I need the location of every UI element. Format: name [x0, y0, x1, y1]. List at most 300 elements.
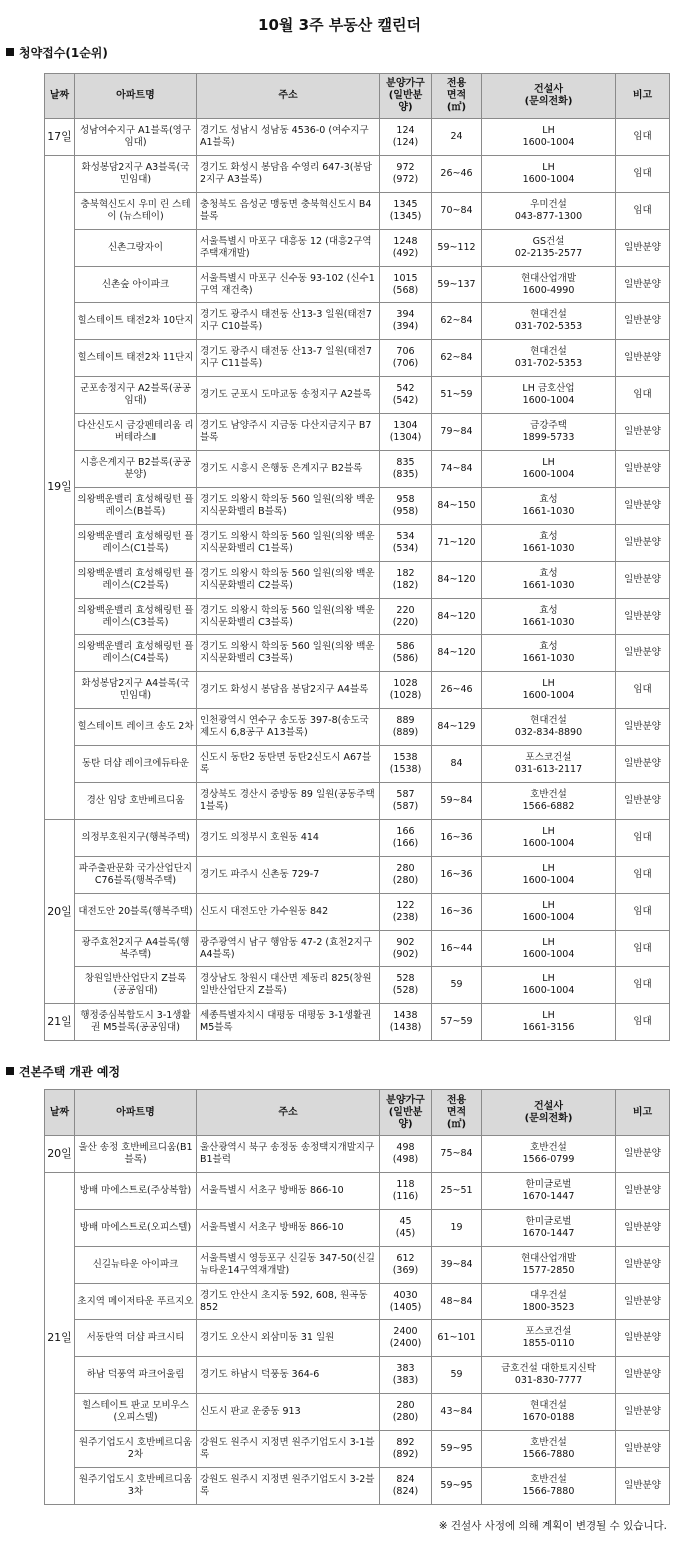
total-units: 1345 — [393, 198, 418, 210]
header-address-line: 주소 — [278, 1106, 298, 1118]
header-note — [616, 74, 670, 119]
note: 일반분양 — [624, 1369, 661, 1381]
area: 26~46 — [440, 684, 473, 696]
units-cell — [380, 524, 432, 561]
address-cell — [197, 1468, 380, 1505]
note: 임대 — [633, 831, 652, 843]
general-units: (586) — [392, 653, 419, 665]
address: 울산광역시 북구 송정동 송정택지개발지구 B1블럭 — [200, 1141, 375, 1165]
address-cell — [197, 1246, 380, 1283]
apt-name: 원주기업도시 호반베르디움3차 — [78, 1473, 193, 1497]
note: 일반분양 — [624, 573, 661, 585]
address-cell — [197, 893, 380, 930]
address-cell — [197, 856, 380, 893]
general-units: (1028) — [389, 690, 422, 702]
table-row — [45, 155, 670, 192]
address-cell — [197, 1172, 380, 1209]
apt-name: 방배 마에스트로(주상복합) — [79, 1184, 192, 1196]
builder-cell — [482, 709, 616, 746]
builder: LH — [542, 1010, 555, 1022]
area-cell — [432, 709, 482, 746]
area-cell — [432, 561, 482, 598]
builder-cell — [482, 1209, 616, 1246]
builder-cell — [482, 1004, 616, 1041]
note: 임대 — [633, 167, 652, 179]
apt-name: 광주효천2지구 A4블록(행복주택) — [81, 936, 190, 960]
note: 임대 — [633, 979, 652, 991]
table-row — [45, 746, 670, 783]
table-row — [45, 377, 670, 414]
address: 인천광역시 연수구 송도동 397-8(송도국제도시 6,8공구 A13블록) — [200, 715, 369, 739]
note-cell — [616, 561, 670, 598]
builder-phone: 1600-1004 — [522, 468, 575, 480]
area-cell — [432, 1246, 482, 1283]
header-address-line: 주소 — [278, 90, 298, 101]
header-units-line: (일반분양) — [388, 1106, 423, 1130]
builder-cell — [482, 672, 616, 709]
header-area — [432, 74, 482, 119]
header-note-line: 비고 — [632, 90, 653, 101]
header-note — [616, 1090, 670, 1136]
builder-cell — [482, 414, 616, 451]
note: 일반분양 — [624, 610, 661, 622]
builder: 현대건설 — [530, 715, 567, 727]
builder-cell — [482, 635, 616, 672]
header-area — [432, 1090, 482, 1136]
area: 59 — [450, 979, 463, 991]
address: 경기도 군포시 도마교동 송정지구 A2블록 — [200, 389, 372, 401]
header-address — [197, 1090, 380, 1136]
area-cell — [432, 524, 482, 561]
area-cell — [432, 1468, 482, 1505]
units-cell — [380, 1431, 432, 1468]
units-cell — [380, 303, 432, 340]
note: 임대 — [633, 942, 652, 954]
area-cell — [432, 893, 482, 930]
header-area-line: (㎡) — [446, 1118, 467, 1130]
general-units: (394) — [392, 321, 419, 333]
builder: LH — [542, 161, 555, 173]
address: 경상북도 경산시 중방동 89 일원(공동주택 1블록) — [200, 788, 375, 812]
address-cell — [197, 967, 380, 1004]
header-units-line: 분양가구 — [386, 1094, 425, 1106]
address-cell — [197, 155, 380, 192]
address: 경기도 하남시 덕풍동 364-6 — [200, 1369, 320, 1381]
units-cell — [380, 266, 432, 303]
total-units: 4030 — [393, 1289, 418, 1301]
apt-name-cell — [75, 303, 197, 340]
area: 84~120 — [437, 573, 476, 585]
builder-cell — [482, 155, 616, 192]
area: 59~95 — [440, 1443, 473, 1455]
builder-cell — [482, 930, 616, 967]
builder: 한미글로벌 — [525, 1215, 572, 1227]
builder-phone: 1800-3523 — [522, 1301, 575, 1313]
address: 경기도 오산시 외삼미동 31 일원 — [200, 1332, 335, 1344]
area: 59~95 — [440, 1479, 473, 1491]
builder-phone: 1661-3156 — [522, 1022, 575, 1034]
apt-name-cell — [75, 1357, 197, 1394]
builder: 현대건설 — [530, 346, 567, 358]
builder-phone: 1670-1447 — [522, 1227, 575, 1239]
builder-phone: 1661-1030 — [522, 505, 575, 517]
address: 경기도 의왕시 학의동 560 일원(의왕 백운지식문화밸리 C3블록) — [200, 604, 375, 628]
header-apt-name-line: 아파트명 — [116, 90, 155, 101]
builder-phone: 1600-1004 — [522, 985, 575, 997]
area: 19 — [450, 1221, 463, 1233]
header-builder-line: 건설사 — [534, 1100, 563, 1112]
section-heading-label: 견본주택 개관 예정 — [19, 1065, 121, 1079]
section-heading-label: 청약접수(1순위) — [19, 46, 108, 60]
note-cell — [616, 930, 670, 967]
header-apt-name — [75, 1090, 197, 1136]
builder: 한미글로벌 — [525, 1178, 572, 1190]
apt-name-cell — [75, 598, 197, 635]
header-row — [45, 1090, 670, 1136]
table-row — [45, 598, 670, 635]
header-row — [45, 74, 670, 119]
area-cell — [432, 155, 482, 192]
address: 서울특별시 마포구 신수동 93-102 (신수1구역 재건축) — [200, 272, 375, 296]
header-builder-line: 건설사 — [534, 84, 563, 95]
apt-name-cell — [75, 487, 197, 524]
area: 16~36 — [440, 905, 473, 917]
total-units: 587 — [396, 788, 415, 800]
apt-name-cell — [75, 266, 197, 303]
units-cell — [380, 709, 432, 746]
units-cell — [380, 487, 432, 524]
builder: GS건설 — [532, 235, 565, 247]
builder-phone: 1661-1030 — [522, 653, 575, 665]
table-row — [45, 1320, 670, 1357]
builder: 포스코건설 — [525, 752, 572, 764]
area-cell — [432, 1136, 482, 1173]
builder-cell — [482, 598, 616, 635]
builder-cell — [482, 561, 616, 598]
area-cell — [432, 192, 482, 229]
total-units: 394 — [396, 309, 415, 321]
units-cell — [380, 1172, 432, 1209]
builder-cell — [482, 340, 616, 377]
units-cell — [380, 746, 432, 783]
date-label: 20일 — [47, 904, 72, 918]
builder-cell — [482, 1431, 616, 1468]
note: 일반분양 — [624, 536, 661, 548]
units-cell — [380, 414, 432, 451]
address: 경상남도 창원시 대산면 제동리 825(창원일반산업단지 Z블록) — [200, 973, 372, 997]
units-cell — [380, 1394, 432, 1431]
total-units: 124 — [396, 124, 415, 136]
units-cell — [380, 119, 432, 156]
general-units: (824) — [392, 1485, 419, 1497]
builder: 호반건설 — [530, 1473, 567, 1485]
note-cell — [616, 1246, 670, 1283]
area: 84~120 — [437, 610, 476, 622]
apt-name: 서동탄역 더샵 파크시티 — [86, 1332, 185, 1344]
builder: LH — [542, 936, 555, 948]
builder: 현대산업개발 — [520, 1252, 577, 1264]
area-cell — [432, 303, 482, 340]
general-units: (528) — [392, 985, 419, 997]
total-units: 498 — [396, 1141, 415, 1153]
apt-name-cell — [75, 819, 197, 856]
units-cell — [380, 930, 432, 967]
table-row — [45, 1431, 670, 1468]
address: 광주광역시 남구 행암동 47-2 (효천2지구 A4블록) — [200, 936, 372, 960]
apt-name-cell — [75, 1283, 197, 1320]
total-units: 902 — [396, 936, 415, 948]
note: 일반분양 — [624, 1406, 661, 1418]
general-units: (45) — [395, 1227, 416, 1239]
note: 일반분양 — [624, 1479, 661, 1491]
general-units: (542) — [392, 395, 419, 407]
apt-name: 파주출판문화 국가산업단지 C76블록(행복주택) — [78, 862, 193, 886]
address-cell — [197, 487, 380, 524]
note-cell — [616, 266, 670, 303]
general-units: (1405) — [389, 1301, 422, 1313]
apt-name: 충북혁신도시 우미 린 스테이 (뉴스테이) — [80, 198, 191, 222]
table-row — [45, 340, 670, 377]
area-cell — [432, 1320, 482, 1357]
apt-name-cell — [75, 1394, 197, 1431]
note-cell — [616, 1172, 670, 1209]
note-cell — [616, 451, 670, 488]
note: 일반분양 — [624, 1147, 661, 1159]
apt-name: 원주기업도시 호반베르디움2차 — [78, 1437, 193, 1461]
builder: 효성 — [539, 604, 558, 616]
address-cell — [197, 561, 380, 598]
builder-cell — [482, 524, 616, 561]
area: 16~44 — [440, 942, 473, 954]
header-date-line: 날짜 — [49, 1106, 70, 1118]
address-cell — [197, 451, 380, 488]
apt-name: 하남 덕풍역 파크어울림 — [86, 1369, 185, 1381]
apt-name: 힐스테이트 태전2차 11단지 — [77, 352, 194, 364]
apt-name-cell — [75, 155, 197, 192]
address: 경기도 안산시 초지동 592, 608, 원곡동 852 — [200, 1289, 368, 1313]
footnote: ※ 건설사 사정에 의해 계획이 변경될 수 있습니다. — [438, 1520, 667, 1532]
builder: 효성 — [539, 567, 558, 579]
total-units: 612 — [396, 1252, 415, 1264]
apt-name: 의왕백운밸리 효성해링턴 플레이스(C1블록) — [77, 530, 194, 554]
address: 서울특별시 서초구 방배동 866-10 — [200, 1184, 344, 1196]
note-cell — [616, 377, 670, 414]
address: 세종특별자치시 대평동 대평동 3-1생활권 M5블록 — [200, 1010, 372, 1034]
address: 경기도 광주시 태전동 산13-3 일원(태전7지구 C10블록) — [200, 309, 372, 333]
general-units: (902) — [392, 948, 419, 960]
builder: 금호건설 대한토지신탁 — [501, 1363, 596, 1375]
note-cell — [616, 1283, 670, 1320]
area-cell — [432, 1209, 482, 1246]
address: 강원도 원주시 지정면 원주기업도시 3-1블록 — [200, 1437, 375, 1461]
builder-cell — [482, 1394, 616, 1431]
address: 서울특별시 영등포구 신길동 347-50(신길뉴타운14구역재개발) — [200, 1252, 375, 1276]
apt-name-cell — [75, 967, 197, 1004]
date-cell — [45, 119, 75, 156]
table-row — [45, 1394, 670, 1431]
general-units: (1345) — [389, 210, 422, 222]
note-cell — [616, 1394, 670, 1431]
table-row — [45, 1136, 670, 1173]
builder-cell — [482, 1246, 616, 1283]
builder: LH — [542, 825, 555, 837]
units-cell — [380, 635, 432, 672]
area: 25~51 — [440, 1184, 473, 1196]
apt-name-cell — [75, 672, 197, 709]
units-cell — [380, 893, 432, 930]
apt-name: 의왕백운밸리 효성해링턴 플레이스(B블록) — [77, 493, 194, 517]
address-cell — [197, 709, 380, 746]
general-units: (492) — [392, 247, 419, 259]
total-units: 182 — [396, 567, 415, 579]
area: 24 — [450, 130, 463, 142]
header-date — [45, 74, 75, 119]
address-cell — [197, 819, 380, 856]
general-units: (1538) — [389, 764, 422, 776]
table-row — [45, 487, 670, 524]
note-cell — [616, 967, 670, 1004]
units-cell — [380, 1468, 432, 1505]
total-units: 892 — [396, 1437, 415, 1449]
note: 임대 — [633, 389, 652, 401]
builder-cell — [482, 1357, 616, 1394]
total-units: 835 — [396, 456, 415, 468]
header-area-line: 전용 — [446, 1094, 467, 1106]
area-cell — [432, 266, 482, 303]
total-units: 2400 — [393, 1326, 418, 1338]
address-cell — [197, 1136, 380, 1173]
area-cell — [432, 229, 482, 266]
builder-phone: 1600-1004 — [522, 395, 575, 407]
area: 57~59 — [440, 1016, 473, 1028]
table-row — [45, 856, 670, 893]
note: 일반분양 — [624, 1443, 661, 1455]
area-cell — [432, 1004, 482, 1041]
table-row — [45, 819, 670, 856]
area: 75~84 — [440, 1147, 473, 1159]
builder-phone: 1600-1004 — [522, 948, 575, 960]
apt-name-cell — [75, 1209, 197, 1246]
area-cell — [432, 672, 482, 709]
apt-name-cell — [75, 709, 197, 746]
note-cell — [616, 1431, 670, 1468]
area: 59~84 — [440, 794, 473, 806]
area: 71~120 — [437, 536, 476, 548]
area: 61~101 — [437, 1332, 476, 1344]
area: 59~112 — [437, 241, 476, 253]
area-cell — [432, 746, 482, 783]
general-units: (166) — [392, 837, 419, 849]
builder-cell — [482, 192, 616, 229]
area-cell — [432, 930, 482, 967]
apt-name-cell — [75, 1320, 197, 1357]
note-cell — [616, 598, 670, 635]
table-row — [45, 1172, 670, 1209]
note: 일반분양 — [624, 647, 661, 659]
apt-name-cell — [75, 1468, 197, 1505]
total-units: 383 — [396, 1363, 415, 1375]
area-cell — [432, 856, 482, 893]
table-row — [45, 266, 670, 303]
note-cell — [616, 635, 670, 672]
apt-name: 방배 마에스트로(오피스텔) — [79, 1221, 192, 1233]
area-cell — [432, 414, 482, 451]
total-units: 534 — [396, 530, 415, 542]
area: 59~137 — [437, 278, 476, 290]
address: 경기도 성남시 성남동 4536-0 (여수지구 A1블록) — [200, 124, 369, 148]
area: 79~84 — [440, 426, 473, 438]
builder: 호반건설 — [530, 788, 567, 800]
address-cell — [197, 229, 380, 266]
address: 강원도 원주시 지정면 원주기업도시 3-2블록 — [200, 1473, 375, 1497]
general-units: (534) — [392, 542, 419, 554]
builder: 효성 — [539, 530, 558, 542]
apt-name: 의왕백운밸리 효성해링턴 플레이스(C4블록) — [77, 641, 194, 665]
area: 84~120 — [437, 647, 476, 659]
area-cell — [432, 1283, 482, 1320]
address-cell — [197, 1209, 380, 1246]
builder-phone: 1577-2850 — [522, 1264, 575, 1276]
note-cell — [616, 1320, 670, 1357]
units-cell — [380, 155, 432, 192]
builder-phone: 1661-1030 — [522, 616, 575, 628]
note-cell — [616, 856, 670, 893]
total-units: 166 — [396, 825, 415, 837]
builder-phone: 043-877-1300 — [514, 210, 583, 222]
builder: 금강주택 — [530, 420, 567, 432]
general-units: (498) — [392, 1153, 419, 1165]
note-cell — [616, 414, 670, 451]
note-cell — [616, 1468, 670, 1505]
builder: 호반건설 — [530, 1141, 567, 1153]
apt-name: 성남여수지구 A1블록(영구임대) — [79, 124, 192, 148]
units-cell — [380, 561, 432, 598]
general-units: (892) — [392, 1449, 419, 1461]
apt-name: 군포송정지구 A2블록(공공임대) — [79, 383, 192, 407]
address: 경기도 화성시 봉담읍 봉담2지구 A4블록 — [200, 684, 369, 696]
builder-phone: 1670-0188 — [522, 1412, 575, 1424]
note-cell — [616, 155, 670, 192]
apt-name-cell — [75, 414, 197, 451]
apt-name: 동탄 더샵 레이크에듀타운 — [82, 758, 189, 770]
address: 경기도 파주시 신촌동 729-7 — [200, 868, 320, 880]
table-row — [45, 672, 670, 709]
square-bullet-icon — [6, 1067, 14, 1075]
header-units-line: 분양가구 — [386, 78, 425, 89]
builder-phone: 031-702-5353 — [514, 321, 583, 333]
address-cell — [197, 1431, 380, 1468]
address: 경기도 화성시 봉담읍 수영리 647-3(봉담2지구 A3블록) — [200, 161, 372, 185]
general-units: (238) — [392, 911, 419, 923]
address-cell — [197, 266, 380, 303]
address-cell — [197, 377, 380, 414]
total-units: 586 — [396, 641, 415, 653]
units-cell — [380, 377, 432, 414]
builder: 포스코건설 — [525, 1326, 572, 1338]
apt-name-cell — [75, 119, 197, 156]
builder-cell — [482, 967, 616, 1004]
note: 임대 — [633, 204, 652, 216]
area-cell — [432, 598, 482, 635]
builder-phone: 031-702-5353 — [514, 358, 583, 370]
area: 51~59 — [440, 389, 473, 401]
header-builder — [482, 1090, 616, 1136]
note-cell — [616, 192, 670, 229]
note-cell — [616, 819, 670, 856]
date-cell — [45, 1004, 75, 1041]
builder-phone: 1600-1004 — [522, 690, 575, 702]
address: 경기도 의정부시 호원동 414 — [200, 831, 319, 843]
